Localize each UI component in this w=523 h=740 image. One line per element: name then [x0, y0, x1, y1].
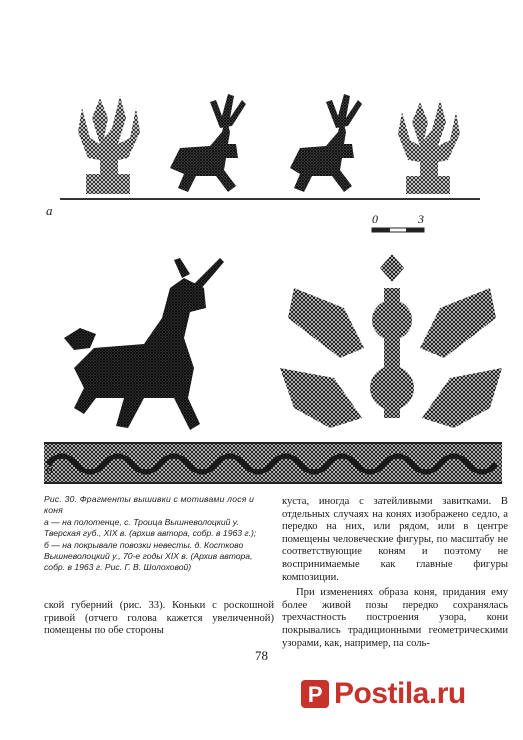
wave-border: [44, 444, 502, 482]
page-number: 78: [255, 648, 268, 663]
horse-motif: [64, 258, 224, 430]
plant-motif-right: [398, 100, 460, 194]
watermark: [300, 676, 515, 712]
figure-b-embroidery: [44, 248, 502, 486]
caption-line-b: б — на покрывале повозки невесты. д. Костково Вышневолоцкий у., 70-е годы XIX в. (Архив автора, собр. в 1963 г. Рис. Г. В. Шолоховой): [44, 539, 253, 573]
watermark-logo-icon: [300, 679, 330, 709]
elk-motif-2: [290, 94, 362, 192]
caption-line-a: а — на полотенце, с. Троица Вышневолоцкий у. Тверская губ., XIX в. (архив автора, собр. в 1963 г.);: [44, 516, 257, 539]
scale-ruler: [370, 226, 432, 236]
left-column-text: [44, 600, 274, 638]
left-paragraph-1: ской губерний (рис. 33). Коньки с роскошной гривой (отчего голова кажется увеличенной) помещены по обе стороны: [44, 600, 274, 637]
scale-bar: [370, 212, 432, 238]
tree-of-life-motif: [280, 254, 502, 428]
elk-motif-1: [170, 94, 246, 192]
watermark-text: Postila.ru: [334, 677, 466, 710]
right-paragraph-2: При изменениях образа коня, придания ему более живой позы передко сохранялась трехчастность построения узора, кони покрывались традиционными геометрическими узорами, как, например, па соль-: [282, 587, 508, 649]
figure-a-embroidery: [60, 88, 480, 208]
plant-motif-left: [78, 96, 140, 194]
scale-label-start: 0: [372, 212, 378, 226]
figure-label-b: б: [46, 462, 53, 477]
figure-caption: [44, 494, 274, 574]
caption-title: Рис. 30. Фрагменты вышивки с мотивами лося и коня: [44, 494, 255, 516]
scale-label-end: 3: [418, 212, 424, 226]
right-paragraph-1: куста, иногда с затейливыми завитками. В отдельных случаях на конях изображено седло, а передко на них, или рядом, или в центре помещены человеческие фигуры, по масштабу не соответствующие коням и поэтому не воспринимаемые как главные фигуры композиции.: [282, 496, 508, 583]
right-column-text: [282, 496, 508, 650]
svg-text:P: P: [307, 682, 323, 707]
figure-label-a: а: [46, 203, 53, 218]
